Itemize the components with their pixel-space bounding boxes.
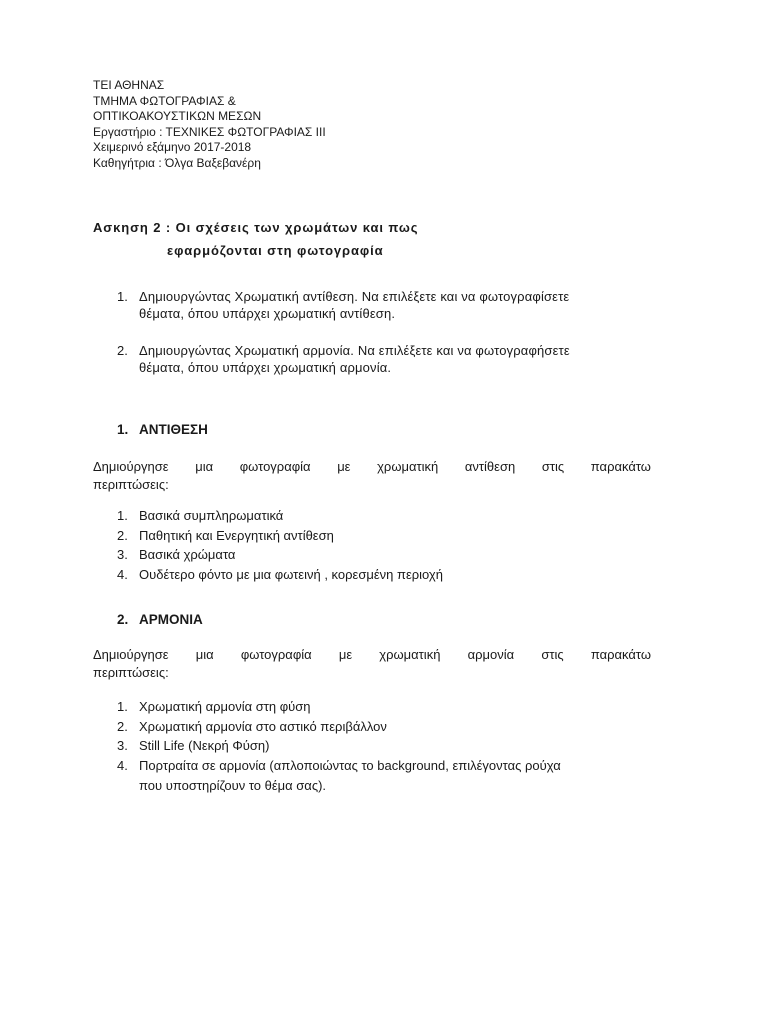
intro-line-2: περιπτώσεις: (93, 477, 169, 492)
intro-word: αρμονία (467, 647, 515, 662)
intro-line-2: περιπτώσεις: (93, 665, 169, 680)
header-department: ΤΜΗΜΑ ΦΩΤΟΓΡΑΦΙΑΣ & (93, 93, 236, 108)
exercise-title-line1: Ασκηση 2 : Οι σχέσεις των χρωμάτων και πως (93, 220, 419, 235)
list-text: Χρωματική αρμονία στο αστικό περιβάλλον (139, 718, 387, 734)
list-text-row-2: που υποστηρίζουν το θέμα σας). (139, 777, 327, 793)
intro-word: Δημιούργησε (93, 647, 169, 662)
exercise-title (93, 216, 418, 262)
intro-line (93, 646, 651, 664)
section-title: ΑΝΤΙΘΕΣΗ (139, 422, 208, 437)
list-number: 3. (117, 547, 128, 562)
section-intro-harmony (93, 646, 651, 682)
task-text-cont: θέματα, όπου υπάρχει χρωματική αντίθεση. (139, 306, 396, 321)
intro-word: Δημιούργησε (93, 459, 169, 474)
list-item (117, 756, 657, 796)
list-number: 4. (117, 566, 128, 582)
intro-word: παρακάτω (590, 459, 651, 474)
intro-word: με (337, 459, 351, 474)
exercise-title-line2: εφαρμόζονται στη φωτογραφία (167, 243, 384, 258)
section-intro-contrast (93, 458, 651, 494)
intro-word: στις (541, 647, 564, 662)
header-institution: ΤΕΙ ΑΘΗΝΑΣ (93, 78, 165, 92)
header-professor: Καθηγήτρια : Όλγα Βαξεβανέρη (93, 155, 261, 170)
list-item (93, 342, 653, 376)
list-number: 1. (117, 699, 128, 714)
document-header (93, 78, 326, 171)
intro-word: παρακάτω (590, 647, 651, 662)
intro-word: μια (195, 647, 214, 662)
list-text: Βασικά χρώματα (139, 547, 236, 562)
task-number: 1. (117, 289, 128, 304)
list-text-part: , επιλέγοντας ρούχα (445, 757, 561, 773)
header-lab: Εργαστήριο : ΤΕΧΝΙΚΕΣ ΦΩΤΟΓΡΑΦΙΑΣ ΙΙΙ (93, 124, 326, 139)
list-text-row (139, 756, 657, 776)
list-number: 3. (117, 738, 128, 753)
list-text: Ουδέτερο φόντο με μια φωτεινή , κορεσμένη περιοχή (139, 566, 443, 582)
section-number: 2. (117, 612, 129, 627)
header-department-cont: ΟΠΤΙΚΟΑΚΟΥΣΤΙΚΩΝ ΜΕΣΩΝ (93, 109, 262, 123)
list-text: Χρωματική αρμονία στη φύση (139, 699, 311, 714)
list-text (139, 756, 657, 796)
list-number: 1. (117, 508, 128, 523)
harmony-list (117, 697, 657, 796)
intro-word: φωτογραφία (240, 647, 312, 662)
intro-word: με (338, 647, 353, 662)
intro-line (93, 458, 651, 476)
list-item (93, 288, 653, 322)
header-semester: Χειμερινό εξάμηνο 2017-2018 (93, 140, 252, 154)
list-text-part: Πορτραίτα σε αρμονία (απλοποιώντας το (139, 757, 374, 773)
intro-word: αντίθεση (464, 459, 516, 474)
list-item (117, 697, 657, 717)
list-item (117, 526, 657, 546)
intro-word: χρωματική (379, 647, 441, 662)
section-heading-contrast (117, 422, 208, 437)
task-text-cont: θέματα, όπου υπάρχει χρωματική αρμονία. (139, 360, 392, 375)
list-number: 2. (117, 527, 128, 543)
intro-word: μια (195, 459, 214, 474)
task-number: 2. (117, 343, 128, 358)
intro-word: στις (541, 459, 565, 474)
list-text-english: Still Life (139, 738, 185, 753)
task-text: Δημιουργώντας Χρωματική αρμονία. Να επιλέξετε και να φωτογραφήσετε (139, 343, 570, 358)
list-item (117, 565, 657, 585)
task-text: Δημιουργώντας Χρωματική αντίθεση. Να επιλέξετε και να φωτογραφίσετε (139, 289, 570, 304)
section-heading-harmony (117, 612, 203, 627)
list-number: 4. (117, 757, 128, 773)
list-item (117, 717, 657, 737)
section-number: 1. (117, 422, 129, 437)
list-item (117, 736, 657, 756)
list-text: Βασικά συμπληρωματικά (139, 508, 284, 523)
contrast-list (117, 506, 657, 584)
task-list (93, 288, 653, 396)
intro-word: χρωματική (377, 459, 439, 474)
list-text: (Νεκρή Φύση) (184, 738, 270, 753)
list-item (117, 545, 657, 565)
list-number: 2. (117, 718, 128, 734)
list-text: Παθητική και Ενεργητική αντίθεση (139, 527, 334, 543)
list-item (117, 506, 657, 526)
section-title: ΑΡΜΟΝΙΑ (139, 612, 203, 627)
list-text-english: background (377, 757, 446, 773)
intro-word: φωτογραφία (239, 459, 311, 474)
